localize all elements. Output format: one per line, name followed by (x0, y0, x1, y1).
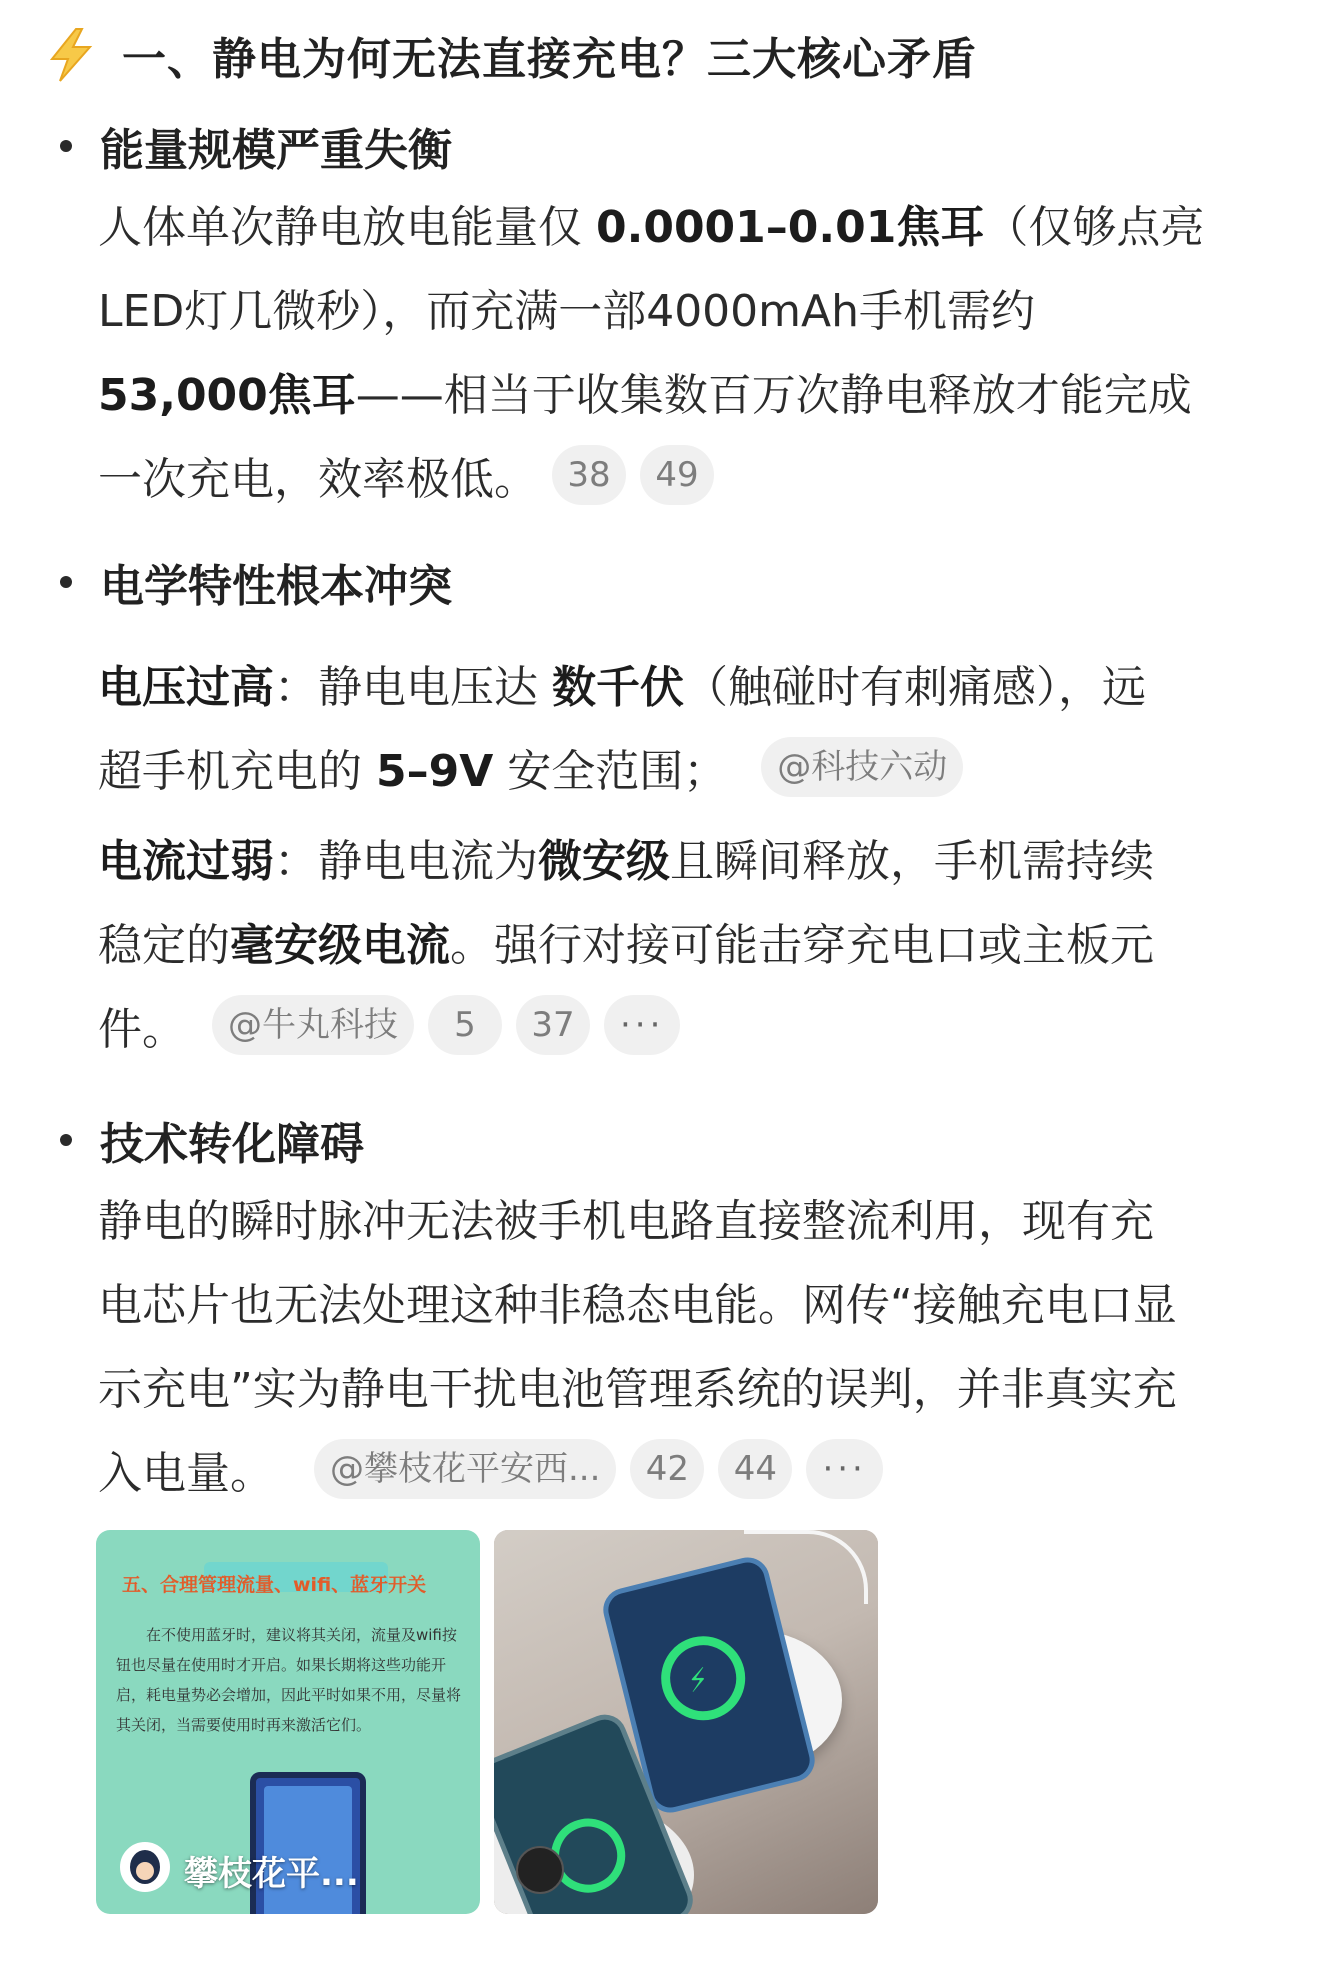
more-citations-button[interactable]: ··· (604, 995, 680, 1055)
image-source-caption: 攀枝花平... (184, 1854, 359, 1894)
lightning-icon (46, 27, 96, 83)
more-citations-button[interactable]: ··· (806, 1439, 882, 1499)
image-body-text: 在不使用蓝牙时，建议将其关闭，流量及wifi按钮也尽量在使用时才开启。如果长期将这些功能开启，耗电量势必会增加，因此平时如果不用，尽量将其关闭，当需要使用时再来激活它们。 (116, 1626, 462, 1734)
citation-chip[interactable]: 37 (516, 995, 590, 1055)
image-title: 五、合理管理流量、wifi、蓝牙开关 (122, 1574, 427, 1596)
bullet-title-text: 技术转化障碍 (100, 1119, 364, 1170)
text: 且瞬间释放，手机需持续 (670, 836, 1154, 887)
bullet-dot (60, 1134, 72, 1146)
text: 入电量。 (98, 1448, 274, 1499)
citation-chip[interactable]: 42 (630, 1439, 704, 1499)
image-gallery (96, 1530, 881, 1916)
citation-chip[interactable]: 5 (428, 995, 502, 1055)
citation-chip[interactable]: 49 (640, 445, 714, 505)
bold-label: 电流过弱 (98, 836, 274, 887)
paragraph-current (98, 820, 1278, 1072)
bullet-dot (60, 140, 72, 152)
bold-text: 数千伏 (552, 662, 684, 713)
source-chip[interactable]: @攀枝花平安西... (314, 1439, 616, 1499)
bold-text: 53,000焦耳 (98, 370, 356, 421)
text: 一次充电，效率极低。 (98, 454, 538, 505)
avatar (120, 1842, 170, 1892)
bullet-title-text: 能量规模严重失衡 (100, 125, 452, 176)
text: 电芯片也无法处理这种非稳态电能。网传“接触充电口显 (98, 1280, 1177, 1331)
bold-text: 5–9V (376, 746, 494, 797)
text: ：静电电压达 (274, 662, 538, 713)
avatar (516, 1846, 564, 1894)
text: 人体单次静电放电能量仅 (98, 202, 582, 253)
text: ——相当于收集数百万次静电释放才能完成 (355, 370, 1192, 421)
text: 。强行对接可能击穿充电口或主板元 (450, 920, 1154, 971)
text: （触碰时有刺痛感），远 (684, 662, 1146, 713)
text: 示充电”实为静电干扰电池管理系统的误判，并非真实充 (98, 1364, 1177, 1415)
bullet-title-electrical (60, 550, 452, 614)
image-thumbnail-wireless-charging[interactable] (494, 1530, 878, 1914)
text: LED灯几微秒），而充满一部4000mAh手机需约 (98, 286, 1036, 337)
source-chip[interactable]: @科技六动 (761, 737, 963, 797)
text: ：静电电流为 (274, 836, 538, 887)
bullet-title-technology (60, 1108, 364, 1172)
heading-text: 一、静电为何无法直接充电？三大核心矛盾 (122, 34, 977, 85)
paragraph-voltage (98, 646, 1278, 814)
text: （仅够点亮 (984, 202, 1205, 253)
text: 超手机充电的 (98, 746, 362, 797)
text: 稳定的 (98, 920, 230, 971)
paragraph-energy (98, 186, 1278, 522)
paragraph-technology (98, 1180, 1278, 1516)
bold-label: 电压过高 (98, 662, 274, 713)
charging-bolt-icon: ⚡ (683, 1661, 713, 1701)
source-chip[interactable]: @牛丸科技 (212, 995, 414, 1055)
bold-text: 0.0001–0.01焦耳 (596, 202, 985, 253)
text: 件。 (98, 1004, 186, 1055)
citation-chip[interactable]: 44 (718, 1439, 792, 1499)
bold-text: 毫安级电流 (230, 920, 450, 971)
image-thumbnail-tips[interactable] (96, 1530, 480, 1914)
bullet-title-text: 电学特性根本冲突 (100, 561, 452, 612)
bullet-dot (60, 576, 72, 588)
text: 安全范围； (507, 746, 728, 797)
bold-text: 微安级 (538, 836, 670, 887)
text: 静电的瞬时脉冲无法被手机电路直接整流利用，现有充 (98, 1196, 1154, 1247)
section-heading (46, 20, 977, 90)
bullet-title-energy (60, 114, 452, 178)
avatar-face (136, 1862, 154, 1880)
citation-chip[interactable]: 38 (552, 445, 626, 505)
